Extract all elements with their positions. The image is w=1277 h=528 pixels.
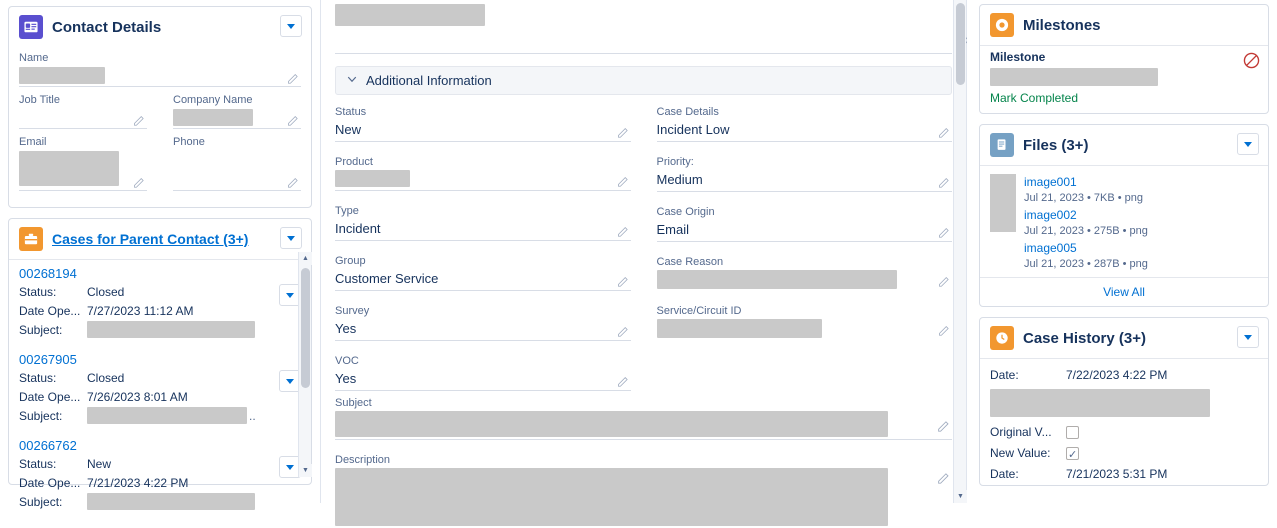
case-status-label: Status: <box>19 457 57 471</box>
right-column <box>967 0 1277 503</box>
edit-pencil-icon[interactable] <box>617 225 629 237</box>
history-new-value-label: New Value: <box>990 446 1051 460</box>
original-value-checkbox[interactable] <box>1066 426 1079 439</box>
file-thumbnail <box>990 174 1016 232</box>
list-item <box>19 266 301 340</box>
field-case-details[interactable] <box>657 105 953 142</box>
case-subject-truncation: .. <box>249 409 256 423</box>
edit-pencil-icon[interactable] <box>287 176 299 188</box>
edit-pencil-icon[interactable] <box>617 325 629 337</box>
cases-card-header <box>9 219 311 260</box>
middle-column-scrollbar[interactable] <box>953 0 966 503</box>
field-priority-value: Medium <box>657 170 953 192</box>
edit-pencil-icon[interactable] <box>617 126 629 138</box>
field-description[interactable] <box>335 453 952 528</box>
case-history-menu-button[interactable] <box>1237 326 1259 348</box>
case-date-row <box>19 388 301 407</box>
scroll-down-arrow[interactable]: ▼ <box>299 464 312 477</box>
case-status-label: Status: <box>19 285 57 299</box>
middle-column <box>320 0 967 503</box>
field-voc[interactable] <box>335 354 631 391</box>
redacted-value <box>19 151 119 186</box>
field-status[interactable] <box>335 105 631 142</box>
case-date-label: Date Ope... <box>19 476 81 490</box>
case-detail-form <box>321 0 966 503</box>
additional-information-label: Additional Information <box>366 73 492 88</box>
redacted-value <box>87 493 255 510</box>
field-name-value <box>19 67 301 87</box>
field-job-title-label: Job Title <box>19 94 60 106</box>
field-survey-value: Yes <box>335 319 631 341</box>
field-name-label: Name <box>19 52 49 64</box>
left-column <box>0 0 320 509</box>
scrollbar-thumb[interactable] <box>301 268 310 388</box>
redacted-value <box>19 67 105 84</box>
redacted-value <box>335 468 888 526</box>
field-description-value <box>335 468 952 528</box>
list-item <box>990 172 1258 275</box>
additional-info-right-column <box>657 105 953 404</box>
contact-details-header <box>9 7 311 47</box>
edit-pencil-icon[interactable] <box>617 175 629 187</box>
field-company-name-label: Company Name <box>173 94 253 106</box>
files-title: Files (3+) <box>1023 136 1089 154</box>
files-icon <box>990 133 1014 157</box>
ban-circle-icon[interactable] <box>1243 52 1260 69</box>
case-history-header <box>980 318 1268 359</box>
field-email[interactable] <box>19 135 147 191</box>
case-status-row <box>19 455 301 474</box>
case-history-title: Case History (3+) <box>1023 329 1146 347</box>
field-case-details-value: Incident Low <box>657 120 953 142</box>
field-case-reason-label: Case Reason <box>656 256 724 268</box>
history-date-label: Date: <box>990 368 1019 382</box>
case-number-link[interactable]: 00266762 <box>19 438 77 453</box>
file-name-link[interactable]: image002 <box>1024 208 1077 222</box>
field-subject-label: Subject <box>335 397 372 409</box>
field-company-name-value <box>173 109 301 129</box>
case-date-value: 7/26/2023 8:01 AM <box>87 390 188 404</box>
case-date-row <box>19 302 301 321</box>
case-date-row <box>19 474 301 493</box>
contact-card-icon <box>19 15 43 39</box>
field-phone-label: Phone <box>173 136 205 148</box>
edit-pencil-icon[interactable] <box>937 471 950 484</box>
milestone-flag-icon <box>990 13 1014 37</box>
file-details <box>1024 174 1258 273</box>
history-date-value: 7/21/2023 5:31 PM <box>1066 467 1168 481</box>
chevron-down-icon[interactable] <box>346 73 358 88</box>
redacted-value <box>657 270 897 289</box>
edit-pencil-icon[interactable] <box>133 114 145 126</box>
scroll-up-arrow[interactable]: ▲ <box>299 252 312 265</box>
list-item <box>19 352 301 426</box>
case-status-row <box>19 369 301 388</box>
redacted-value <box>335 4 485 26</box>
case-history-body <box>980 359 1268 485</box>
field-priority[interactable] <box>657 155 953 192</box>
history-redacted-row <box>990 386 1258 422</box>
cases-card-title[interactable]: Cases for Parent Contact (3+) <box>52 231 249 247</box>
field-phone[interactable] <box>173 135 301 191</box>
history-date-value: 7/22/2023 4:22 PM <box>1066 368 1168 382</box>
case-subject-label: Subject: <box>19 409 63 423</box>
history-date-label: Date: <box>990 467 1019 481</box>
case-status-value: Closed <box>87 371 125 385</box>
milestone-field-label: Milestone <box>990 50 1046 64</box>
field-job-title[interactable] <box>19 93 147 129</box>
milestones-title: Milestones <box>1023 16 1101 34</box>
edit-pencil-icon[interactable] <box>938 226 950 238</box>
mark-completed-link[interactable]: Mark Completed <box>990 91 1079 105</box>
field-type-label: Type <box>335 205 359 217</box>
redacted-value <box>335 411 888 437</box>
history-original-value-row <box>990 422 1258 443</box>
history-date-row-2 <box>990 464 1258 485</box>
contact-details-card <box>8 6 312 208</box>
case-subject-label: Subject: <box>19 495 63 509</box>
redacted-value <box>657 319 822 338</box>
cases-list <box>9 260 311 509</box>
field-service-circuit-id-label: Service/Circuit ID <box>656 305 742 317</box>
field-survey-label: Survey <box>335 305 370 317</box>
edit-pencil-icon[interactable] <box>938 275 950 287</box>
files-list <box>980 166 1268 277</box>
field-email-value <box>19 151 147 191</box>
scroll-down-arrow[interactable]: ▼ <box>954 490 967 503</box>
redacted-value <box>173 109 253 126</box>
field-subject-value <box>335 411 952 440</box>
field-type-value: Incident <box>335 219 631 241</box>
edit-pencil-icon[interactable] <box>287 72 299 84</box>
field-status-value: New <box>335 120 631 142</box>
edit-pencil-icon[interactable] <box>938 176 950 188</box>
additional-information-body <box>335 105 952 404</box>
cases-list-scrollbar[interactable] <box>298 252 311 477</box>
field-case-reason-value <box>657 270 953 291</box>
case-date-value: 7/21/2023 4:22 PM <box>87 476 189 490</box>
field-subject[interactable] <box>335 396 952 440</box>
edit-pencil-icon[interactable] <box>938 324 950 336</box>
cases-for-parent-contact-card <box>8 218 312 509</box>
field-email-label: Email <box>19 136 47 148</box>
field-case-reason[interactable] <box>657 255 953 291</box>
edit-pencil-icon[interactable] <box>938 126 950 138</box>
history-date-row <box>990 365 1258 386</box>
case-number-link[interactable]: 00268194 <box>19 266 77 281</box>
field-type[interactable] <box>335 204 631 241</box>
case-date-value: 7/27/2023 11:12 AM <box>87 304 194 318</box>
redacted-value <box>335 170 410 187</box>
field-group-value: Customer Service <box>335 269 631 291</box>
file-name-link[interactable]: image001 <box>1024 175 1077 189</box>
field-survey[interactable] <box>335 304 631 341</box>
case-number-link[interactable]: 00267905 <box>19 352 77 367</box>
field-case-origin[interactable] <box>657 205 953 242</box>
edit-pencil-icon[interactable] <box>617 275 629 287</box>
case-subject-row <box>19 321 301 340</box>
additional-information-section-header[interactable] <box>335 66 952 95</box>
edit-pencil-icon[interactable] <box>133 176 145 188</box>
field-status-label: Status <box>335 106 367 118</box>
case-status-label: Status: <box>19 371 57 385</box>
field-group[interactable] <box>335 254 631 291</box>
field-voc-label: VOC <box>335 355 359 367</box>
redacted-value <box>990 68 1158 86</box>
field-job-title-value <box>19 109 147 129</box>
field-product-label: Product <box>335 156 373 168</box>
case-date-label: Date Ope... <box>19 390 81 404</box>
files-header <box>980 125 1268 166</box>
edit-pencil-icon[interactable] <box>617 375 629 387</box>
files-menu-button[interactable] <box>1237 133 1259 155</box>
milestones-card <box>979 4 1269 114</box>
files-card <box>979 124 1269 307</box>
files-view-all-button[interactable]: View All <box>980 277 1268 306</box>
list-item <box>19 438 301 512</box>
field-case-origin-value: Email <box>657 220 953 242</box>
field-product[interactable] <box>335 155 631 191</box>
case-subject-row <box>19 493 301 512</box>
case-status-row <box>19 283 301 302</box>
redacted-value <box>87 407 247 424</box>
case-status-value: Closed <box>87 285 125 299</box>
edit-pencil-icon[interactable] <box>287 114 299 126</box>
history-original-value-label: Original V... <box>990 425 1052 439</box>
additional-info-left-column <box>335 105 631 404</box>
file-meta: Jul 21, 2023 • 287B • png <box>1024 258 1148 270</box>
case-status-value: New <box>87 457 112 471</box>
milestones-body <box>980 46 1268 113</box>
milestones-header <box>980 5 1268 46</box>
field-group-label: Group <box>335 255 366 267</box>
cases-card-menu-button[interactable] <box>280 227 302 249</box>
file-name-link[interactable]: image005 <box>1024 241 1077 255</box>
redacted-value <box>990 389 1210 417</box>
case-subject-row <box>19 407 301 426</box>
field-name[interactable] <box>19 51 301 87</box>
field-priority-label: Priority: <box>656 156 694 168</box>
history-clock-icon <box>990 326 1014 350</box>
contact-details-menu-button[interactable] <box>280 15 302 37</box>
field-service-circuit-id-value <box>657 319 953 340</box>
file-meta: Jul 21, 2023 • 7KB • png <box>1024 192 1144 204</box>
history-new-value-row <box>990 443 1258 464</box>
case-date-label: Date Ope... <box>19 304 81 318</box>
new-value-checkbox[interactable] <box>1066 447 1079 460</box>
edit-pencil-icon[interactable] <box>937 419 950 432</box>
top-truncated-field <box>335 0 952 54</box>
case-history-card <box>979 317 1269 486</box>
field-service-circuit-id[interactable] <box>657 304 953 340</box>
scrollbar-thumb[interactable] <box>956 3 965 85</box>
field-description-label: Description <box>335 454 391 466</box>
field-company-name[interactable] <box>173 93 301 129</box>
field-case-origin-label: Case Origin <box>656 206 715 218</box>
file-meta: Jul 21, 2023 • 275B • png <box>1024 225 1148 237</box>
field-voc-value: Yes <box>335 369 631 391</box>
contact-details-body <box>9 47 311 207</box>
case-subject-label: Subject: <box>19 323 63 337</box>
field-case-details-label: Case Details <box>656 106 719 118</box>
contact-details-title: Contact Details <box>52 18 162 36</box>
redacted-value <box>87 321 255 338</box>
field-phone-value <box>173 151 301 191</box>
field-product-value <box>335 170 631 191</box>
case-briefcase-icon <box>19 227 43 251</box>
